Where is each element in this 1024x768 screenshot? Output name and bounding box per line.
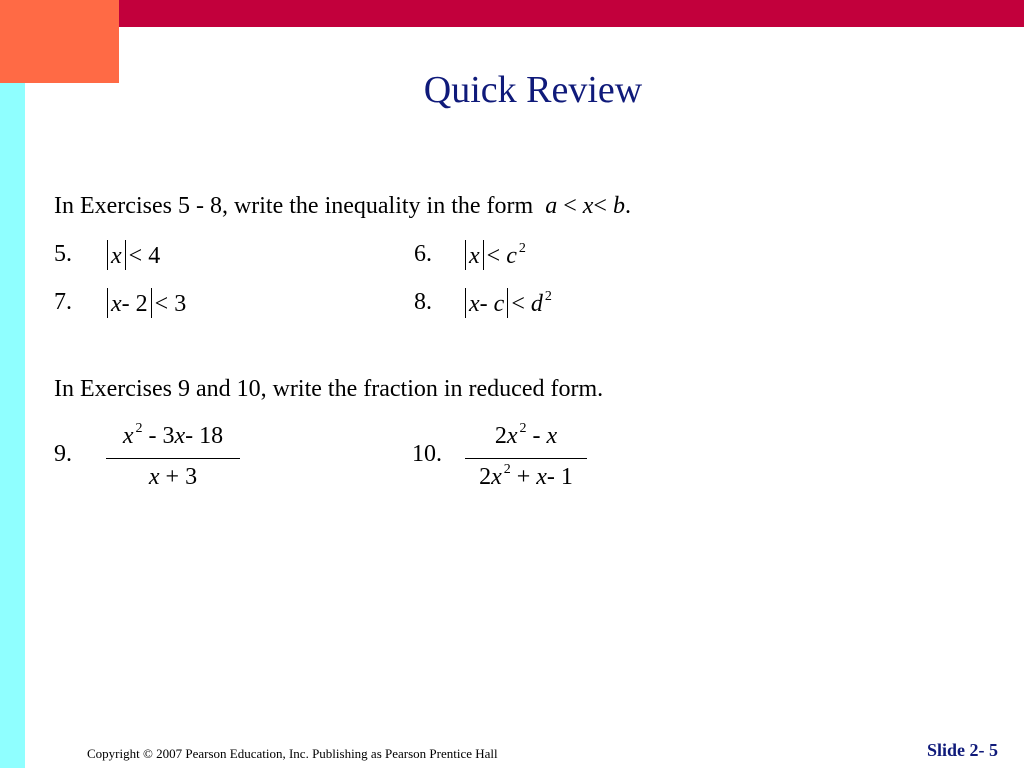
ex5-var: x bbox=[111, 243, 122, 269]
ex9-den-t2: + 3 bbox=[159, 464, 198, 490]
form-lt1: < bbox=[563, 193, 577, 219]
section1-prompt bbox=[54, 192, 631, 220]
ex8-exponent: 2 bbox=[544, 289, 552, 304]
side-accent-bar bbox=[0, 83, 25, 768]
ex6-expression bbox=[462, 240, 526, 274]
ex7-rhs: 3 bbox=[174, 291, 187, 317]
ex10-den-coef: 2 bbox=[479, 464, 492, 490]
abs-bar bbox=[151, 288, 152, 318]
ex5-op: < bbox=[128, 243, 143, 269]
ex9-num-t3: - 18 bbox=[185, 423, 224, 449]
ex10-fraction bbox=[465, 422, 587, 495]
abs-bar bbox=[465, 240, 466, 270]
abs-bar bbox=[107, 240, 108, 270]
section1-prompt-text: In Exercises 5 - 8, write the inequality in the form bbox=[54, 193, 534, 219]
abs-bar bbox=[107, 288, 108, 318]
ex6-rhs: c bbox=[506, 243, 517, 269]
ex10-num-x: x bbox=[506, 423, 518, 449]
abs-bar bbox=[483, 240, 484, 270]
ex9-numerator bbox=[106, 422, 240, 454]
ex10-label: 10. bbox=[412, 441, 442, 467]
ex10-numerator bbox=[465, 422, 587, 454]
ex9-num-x: x bbox=[122, 423, 134, 449]
ex9-num-x2: x bbox=[174, 423, 186, 449]
ex6-exponent: 2 bbox=[518, 241, 526, 256]
fraction-bar bbox=[465, 458, 587, 459]
top-accent-bar bbox=[0, 0, 1024, 27]
ex10-num-t2: - bbox=[526, 423, 547, 449]
ex10-num-x2: x bbox=[546, 423, 558, 449]
section2-prompt: In Exercises 9 and 10, write the fraction in reduced form. bbox=[54, 376, 604, 402]
ex7-expression bbox=[104, 288, 186, 318]
form-x: x bbox=[582, 193, 594, 219]
fraction-bar bbox=[106, 458, 240, 459]
abs-bar bbox=[465, 288, 466, 318]
ex9-label: 9. bbox=[54, 441, 72, 467]
ex5-rhs: 4 bbox=[148, 243, 161, 269]
ex5-expression bbox=[104, 240, 160, 270]
ex6-op: < bbox=[486, 243, 501, 269]
ex6-var: x bbox=[469, 243, 480, 269]
ex7-var: x bbox=[111, 291, 122, 317]
copyright-notice: Copyright © 2007 Pearson Education, Inc. Publishing as Pearson Prentice Hall bbox=[87, 746, 498, 761]
ex9-denominator bbox=[106, 463, 240, 491]
ex9-den-x: x bbox=[148, 464, 160, 490]
ex9-fraction bbox=[106, 422, 240, 491]
ex8-op: < bbox=[511, 291, 525, 317]
ex10-den-x: x bbox=[491, 464, 502, 490]
ex6-label: 6. bbox=[414, 241, 432, 267]
ex8-rhs: d bbox=[530, 291, 543, 317]
ex9-num-t2: - 3 bbox=[142, 423, 175, 449]
form-period: . bbox=[624, 193, 631, 219]
ex8-label: 8. bbox=[414, 289, 432, 315]
form-a: a bbox=[545, 193, 558, 219]
ex10-num-coef: 2 bbox=[494, 423, 507, 449]
ex10-den-t2: + bbox=[510, 464, 537, 490]
ex10-denominator bbox=[465, 463, 587, 495]
ex8-const: c bbox=[493, 291, 505, 317]
ex7-const: 2 bbox=[135, 291, 148, 317]
ex10-den-t3: - 1 bbox=[546, 464, 573, 490]
slide-title: Quick Review bbox=[423, 69, 643, 111]
ex9-num-exp: 2 bbox=[135, 421, 143, 436]
ex7-label: 7. bbox=[54, 289, 72, 315]
ex8-expression bbox=[462, 288, 552, 322]
abs-bar bbox=[125, 240, 126, 270]
ex10-den-exp: 2 bbox=[503, 462, 511, 477]
abs-bar bbox=[507, 288, 508, 318]
form-b: b bbox=[612, 193, 625, 219]
ex8-minus: - bbox=[479, 291, 488, 317]
slide-number: Slide 2- 5 bbox=[926, 740, 998, 760]
ex10-num-exp: 2 bbox=[519, 421, 527, 436]
ex7-minus: - bbox=[121, 291, 130, 317]
ex5-label: 5. bbox=[54, 241, 72, 267]
ex10-den-x2: x bbox=[536, 464, 547, 490]
ex7-op: < bbox=[154, 291, 169, 317]
form-lt2: < bbox=[593, 193, 607, 219]
ex8-var: x bbox=[469, 291, 480, 317]
